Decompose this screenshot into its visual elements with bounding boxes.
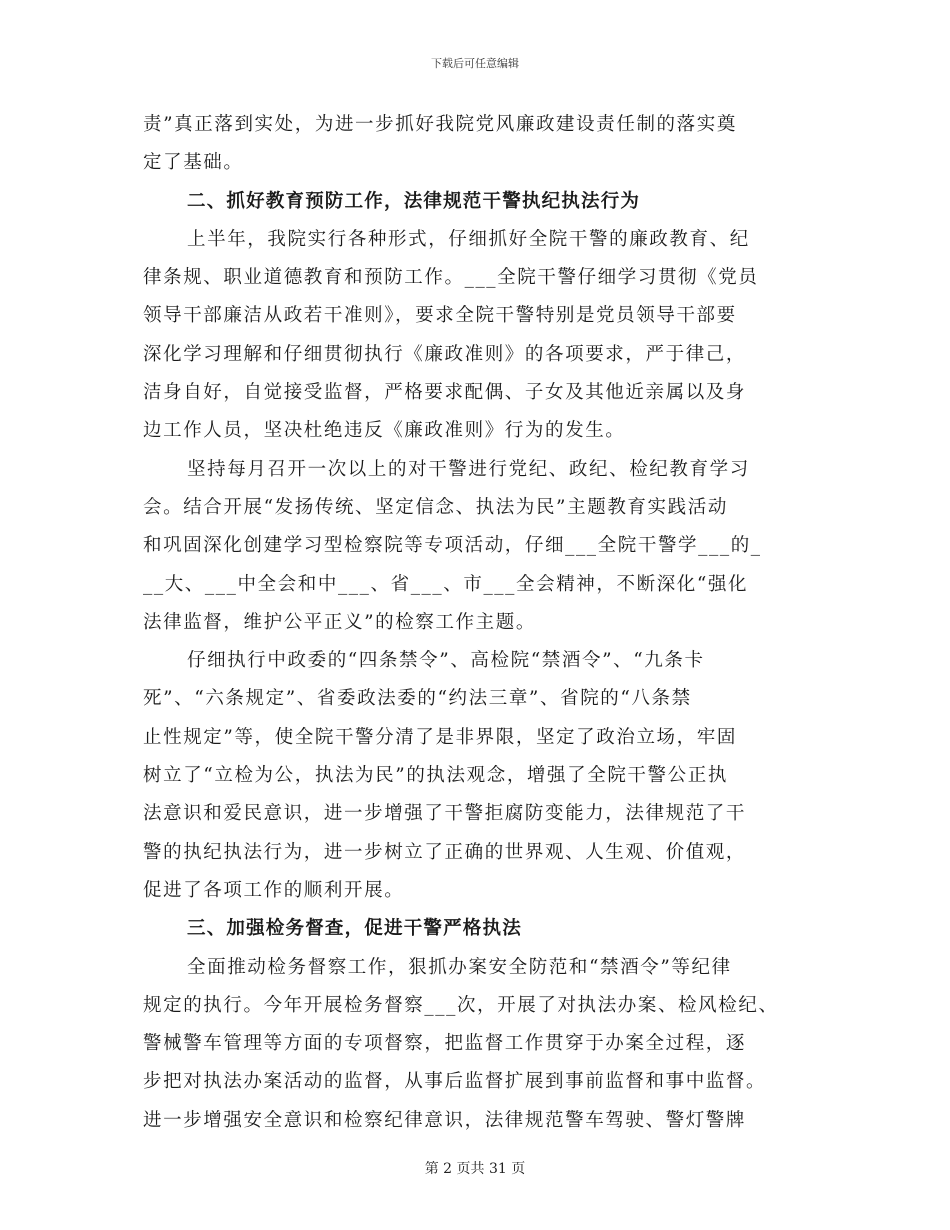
text-line: 仔细执行中政委的“四条禁令”、高检院“禁酒令”、“九条卡 (187, 650, 705, 672)
document-body (143, 106, 823, 1140)
section-heading: 二、抓好教育预防工作，法律规范干警执纪执法行为 (187, 190, 641, 212)
text-line: 洁身自好，自觉接受监督，严格要求配偶、子女及其他近亲属以及身 (143, 382, 747, 404)
text-line: 法律监督，维护公平正义”的检察工作主题。 (143, 611, 536, 633)
text-line: 律条规、职业道德教育和预防工作。___全院干警仔细学习贯彻《党员 (143, 267, 759, 289)
text-line: 全面推动检务督察工作，狠抓办案安全防范和“禁酒令”等纪律 (187, 956, 732, 978)
page-footer: 第 2 页共 31 页 (424, 1161, 526, 1177)
text-line: 步把对执法办案活动的监督，从事后监督扩展到事前监督和事中监督。 (143, 1071, 767, 1093)
text-line: 规定的执行。今年开展检务督察___次，开展了对执法办案、检风检纪、 (143, 994, 779, 1016)
text-line: 深化学习理解和仔细贯彻执行《廉政准则》的各项要求，严于律己， (143, 343, 747, 365)
text-line: 警的执纪执法行为，进一步树立了正确的世界观、人生观、价值观， (143, 841, 747, 863)
text-line: 进一步增强安全意识和检察纪律意识，法律规范警车驾驶、警灯警牌 (143, 1109, 747, 1131)
text-line: 和巩固深化创建学习型检察院等专项活动，仔细___全院干警学___的_ (143, 535, 762, 557)
text-line: 上半年，我院实行各种形式，仔细抓好全院干警的廉政教育、纪 (187, 228, 750, 250)
text-line: 定了基础。 (143, 152, 244, 174)
text-line: 边工作人员，坚决杜绝违反《廉政准则》行为的发生。 (143, 420, 626, 442)
text-line: 坚持每月召开一次以上的对干警进行党纪、政纪、检纪教育学习 (187, 458, 750, 480)
text-line: 法意识和爱民意识，进一步增强了干警拒腐防变能力，法律规范了干 (143, 803, 747, 825)
text-line: 会。结合开展“发扬传统、坚定信念、执法为民”主题教育实践活动 (143, 496, 728, 518)
text-line: 责”真正落到实处，为进一步抓好我院党风廉政建设责任制的落实奠 (143, 114, 737, 135)
text-line: 死”、“六条规定”、省委政法委的“约法三章”、省院的“八条禁 (143, 688, 692, 710)
text-line: 领导干部廉洁从政若干准则》，要求全院干警特别是党员领导干部要 (143, 305, 737, 327)
text-line: 止性规定”等，使全院干警分清了是非界限，坚定了政治立场，牢固 (143, 726, 737, 748)
section-heading: 三、加强检务督查，促进干警严格执法 (187, 918, 522, 940)
text-line: 树立了“立检为公，执法为民”的执法观念，增强了全院干警公正执 (143, 765, 728, 787)
text-line: 警械警车管理等方面的专项督察，把监督工作贯穿于办案全过程，逐 (143, 1033, 747, 1055)
text-line: __大、___中全会和中___、省___、市___全会精神，不断深化“强化 (143, 573, 749, 595)
text-line: 促进了各项工作的顺利开展。 (143, 879, 405, 901)
page-header: 下载后可任意编辑 (431, 57, 519, 70)
